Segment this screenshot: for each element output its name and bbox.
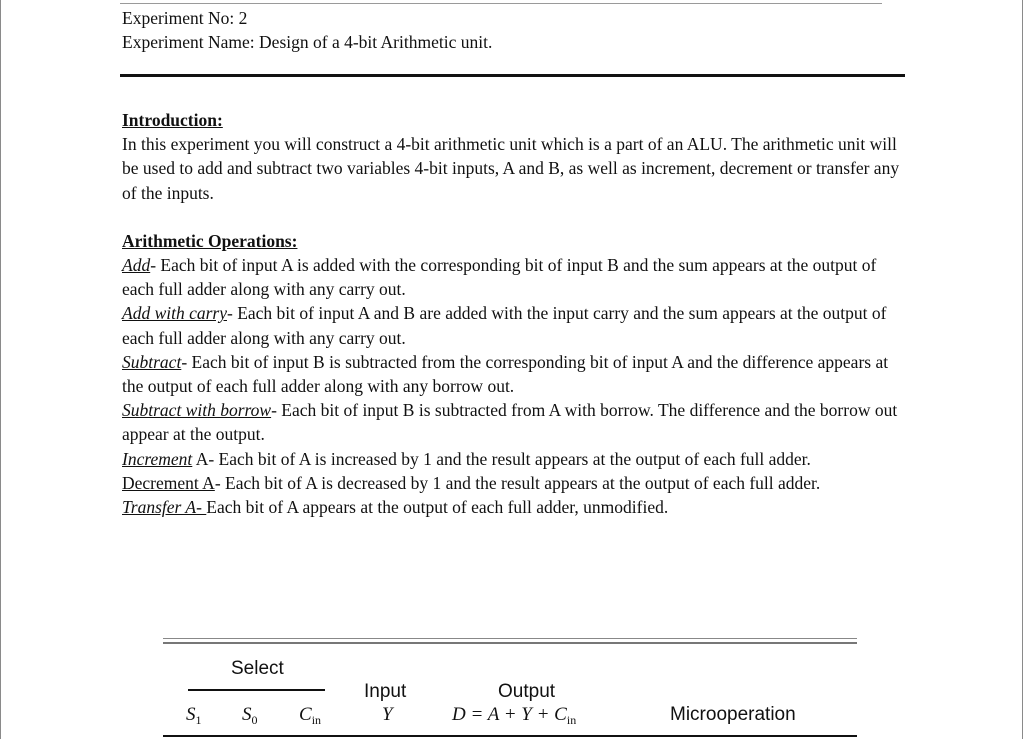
operation-term: Add <box>122 255 151 276</box>
document-body <box>122 108 902 519</box>
operation-description: - Each bit of A is decreased by 1 and the result appears at the output of each full adder. <box>214 472 821 493</box>
cin-header: $C_{in}$ <box>299 704 322 727</box>
operation-decrement <box>122 471 902 495</box>
select-header: Select <box>231 658 284 679</box>
page-border-right <box>1022 0 1023 739</box>
operation-description: - Each bit of input B is subtracted from the corresponding bit of input A and the difference appears at the output of each full adder along with any borrow out. <box>122 351 889 397</box>
s1-header: $S_1$ <box>186 704 202 727</box>
operation-subtract-with-borrow <box>122 398 902 446</box>
s0-header: $S_0$ <box>242 704 258 727</box>
experiment-name: Experiment Name: Design of a 4-bit Arithmetic unit. <box>122 32 493 52</box>
output-header: Output <box>498 681 556 702</box>
top-rule <box>120 3 882 4</box>
introduction-text: In this experiment you will construct a 4-bit arithmetic unit which is a part of an ALU. The arithmetic unit will be used to add and subtract two variables 4-bit inputs, A and B, as well as increment, decrement or transfer any of the inputs. <box>122 134 900 203</box>
operation-term: Subtract with borrow <box>122 400 272 421</box>
output-formula: $D = A + Y + C_{in}$ <box>452 704 577 727</box>
operation-description: - Each bit of input A is added with the corresponding bit of input B and the sum appears at the output of each full adder along with any carry out. <box>122 255 877 300</box>
operation-term: Subtract <box>122 351 182 372</box>
operation-description: - Each bit of input B is subtracted from A with borrow. The difference and the borrow out appear at the output. <box>122 400 898 445</box>
input-header: Input <box>364 681 407 702</box>
header-divider <box>120 74 905 77</box>
operation-add-with-carry <box>122 301 902 349</box>
table-header-bottom-rule <box>163 735 857 737</box>
operation-description: A- Each bit of A is increased by 1 and the result appears at the output of each full adder. <box>192 448 811 469</box>
operation-subtract <box>122 350 902 398</box>
input-variable: Y <box>382 704 393 725</box>
operation-term: Increment <box>122 448 193 469</box>
operation-description: - Each bit of input A and B are added with the input carry and the sum appears at the output of each full adder along with any carry out. <box>122 303 887 348</box>
table-top-rule-thick <box>163 642 857 644</box>
arithmetic-operations-heading: Arithmetic Operations: <box>122 230 298 251</box>
microoperation-header: Microoperation <box>670 704 796 725</box>
table-top-rule <box>163 638 857 639</box>
operation-transfer <box>122 495 902 519</box>
select-underline <box>188 689 325 691</box>
operation-add <box>122 253 902 301</box>
page-border-left <box>0 0 1 739</box>
operation-term: Transfer A- <box>122 497 207 518</box>
experiment-number: Experiment No: 2 <box>122 8 248 28</box>
operation-description: Each bit of A appears at the output of each full adder, unmodified. <box>206 497 669 518</box>
introduction-heading: Introduction: <box>122 110 223 130</box>
operation-term: Add with carry <box>122 303 227 324</box>
operation-increment <box>122 447 902 471</box>
operation-term: Decrement A <box>122 472 215 493</box>
